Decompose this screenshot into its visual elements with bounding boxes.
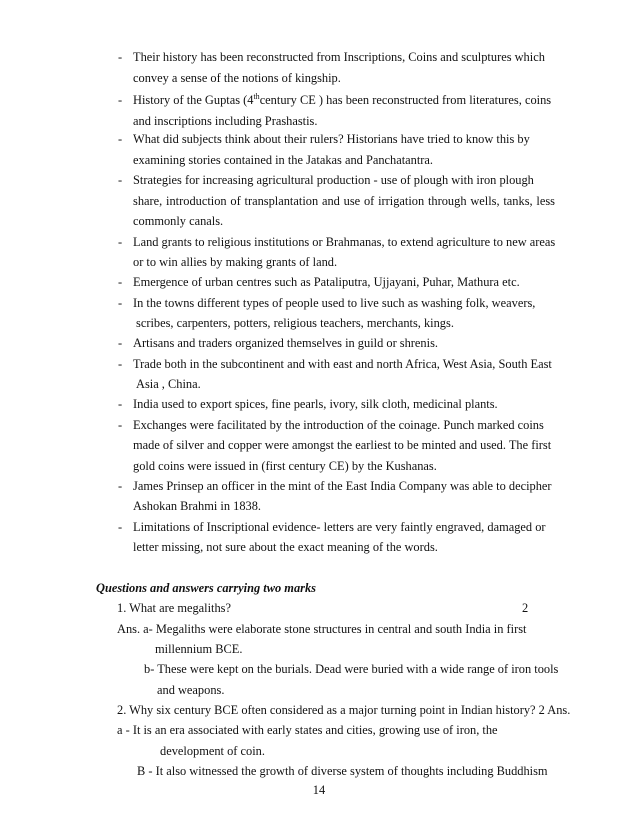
answer-2-line-3: B - It also witnessed the growth of diverse system of thoughts including Buddhism — [137, 764, 548, 778]
bullet-11-line-2: made of silver and copper were amongst the earliest to be minted and used. The first — [133, 438, 552, 452]
bullet-13-line-2: letter missing, not sure about the exact meaning of the words. — [133, 540, 438, 554]
bullet-dash: - — [118, 357, 123, 371]
bullet-dash: - — [118, 397, 123, 411]
bullet-5-line-1: Land grants to religious institutions or Brahmanas, to extend agriculture to new areas — [133, 235, 556, 249]
bullet-10-line-1: India used to export spices, fine pearls, ivory, silk cloth, medicinal plants. — [133, 397, 498, 411]
bullet-dash: - — [118, 336, 123, 350]
bullet-1-line-1: Their history has been reconstructed from Inscriptions, Coins and sculptures which — [133, 50, 545, 64]
bullet-4-line-3: commonly canals. — [133, 214, 224, 228]
bullet-9-line-2: Asia , China. — [136, 377, 201, 391]
bullet-dash: - — [118, 479, 123, 493]
answer-2-line-1: a - It is an era associated with early states and cities, growing use of iron, the — [117, 723, 498, 737]
bullet-4-line-1: Strategies for increasing agricultural production - use of plough with iron plough — [133, 173, 534, 187]
bullet-dash: - — [118, 173, 123, 187]
bullet-11-line-3: gold coins were issued in (first century CE) by the Kushanas. — [133, 459, 437, 473]
answer-1-line-3: b- These were kept on the burials. Dead were buried with a wide range of iron tools — [144, 662, 559, 676]
answer-1-line-4: and weapons. — [157, 683, 225, 697]
bullet-3-line-1: What did subjects think about their rulers? Historians have tried to know this by — [133, 132, 530, 146]
ordinal-superscript: th — [253, 92, 260, 101]
bullet-7-line-1: In the towns different types of people used to live such as washing folk, weavers, — [133, 296, 536, 310]
bullet-12-line-1: James Prinsep an officer in the mint of the East India Company was able to decipher — [133, 479, 552, 493]
bullet-2-line-2: and inscriptions including Prashastis. — [133, 114, 318, 128]
question-2: 2. Why six century BCE often considered as a major turning point in Indian history? 2 Ans. — [117, 703, 571, 717]
bullet-dash: - — [118, 296, 123, 310]
answer-2-line-2: development of coin. — [160, 744, 265, 758]
bullet-12-line-2: Ashokan Brahmi in 1838. — [133, 499, 262, 513]
bullet-7-line-2: scribes, carpenters, potters, religious teachers, merchants, kings. — [136, 316, 454, 330]
bullet-2-text-a: History of the Guptas (4 — [133, 93, 254, 107]
bullet-dash: - — [118, 50, 123, 64]
bullet-1-line-2: convey a sense of the notions of kingship. — [133, 71, 341, 85]
bullet-5-line-2: or to win allies by making grants of land. — [133, 255, 338, 269]
bullet-11-line-1: Exchanges were facilitated by the introduction of the coinage. Punch marked coins — [133, 418, 544, 432]
bullet-3-line-2: examining stories contained in the Jatakas and Panchatantra. — [133, 153, 434, 167]
bullet-dash: - — [118, 235, 123, 249]
bullet-13-line-1: Limitations of Inscriptional evidence- letters are very faintly engraved, damaged or — [133, 520, 546, 534]
bullet-dash: - — [118, 93, 123, 107]
bullet-8-line-1: Artisans and traders organized themselves in guild or shrenis. — [133, 336, 438, 350]
bullet-dash: - — [118, 275, 123, 289]
bullet-9-line-1: Trade both in the subcontinent and with east and north Africa, West Asia, South East — [133, 357, 552, 371]
question-1-marks: 2 — [522, 601, 529, 615]
bullet-dash: - — [118, 132, 123, 146]
bullet-dash: - — [118, 520, 123, 534]
bullet-4-line-2: share, introduction of transplantation and use of irrigation through wells, tanks, less — [133, 194, 555, 208]
question-1: 1. What are megaliths? — [117, 601, 231, 615]
answer-1-line-1: Ans. a- Megaliths were elaborate stone structures in central and south India in first — [117, 622, 527, 636]
answer-1-line-2: millennium BCE. — [155, 642, 243, 656]
section-heading: Questions and answers carrying two marks — [96, 581, 316, 595]
page-number: 14 — [312, 783, 326, 797]
bullet-2-line-1 — [133, 92, 551, 108]
bullet-6-line-1: Emergence of urban centres such as Pataliputra, Ujjayani, Puhar, Mathura etc. — [133, 275, 520, 289]
bullet-dash: - — [118, 418, 123, 432]
bullet-2-text-b: century CE ) has been reconstructed from literatures, coins — [259, 93, 552, 107]
